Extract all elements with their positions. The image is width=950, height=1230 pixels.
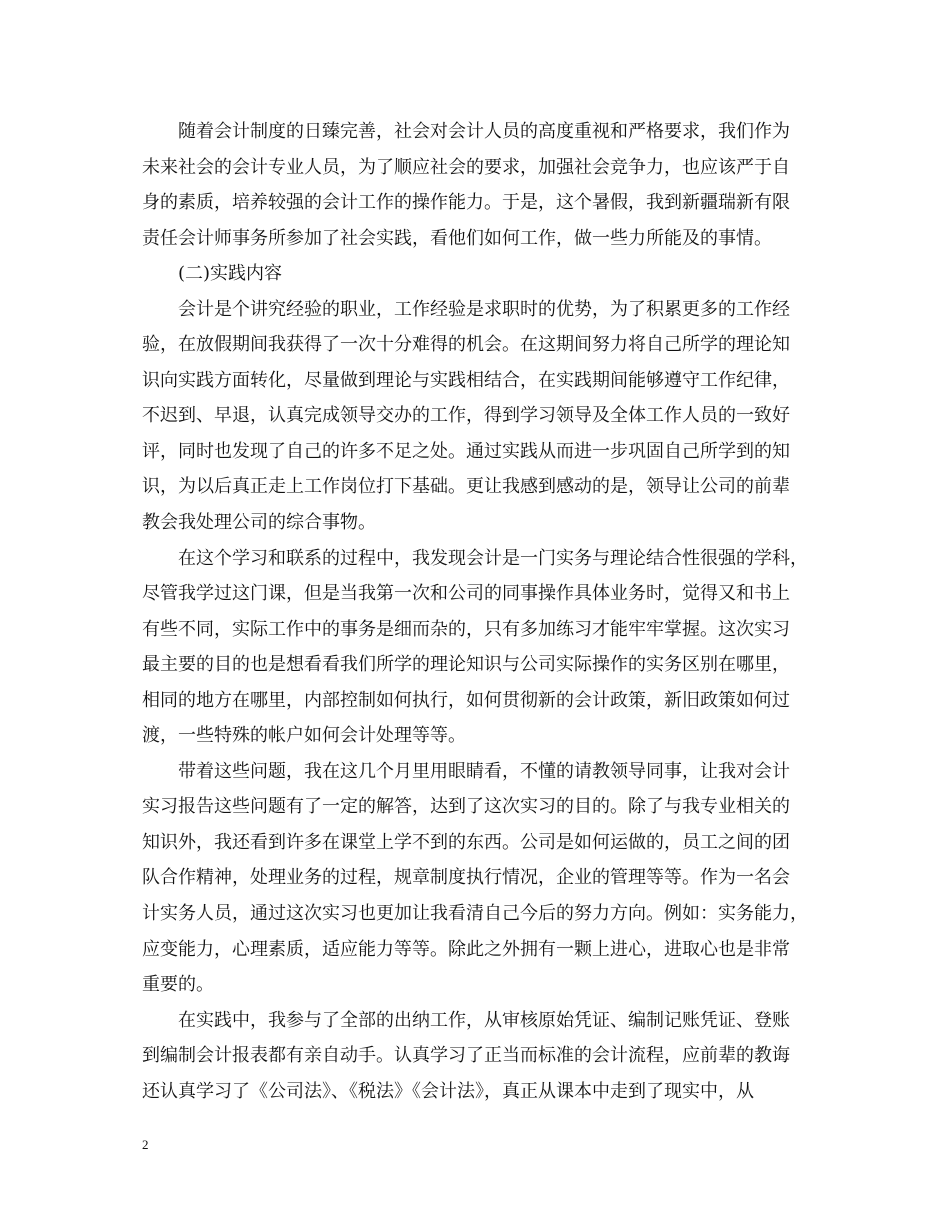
text-line-6: 会计是个讲究经验的职业，工作经验是求职时的优势，为了积累更多的工作经 — [178, 298, 790, 320]
text-line-16: 最主要的目的也是想看看我们所学的理论知识与公司实际操作的实务区别在哪里， — [142, 654, 790, 676]
page-number: 2 — [142, 1137, 149, 1152]
text-line-19: 带着这些问题，我在这几个月里用眼睛看，不懂的请教领导同事，让我对会计 — [178, 760, 790, 782]
text-line-7: 验，在放假期间我获得了一次十分难得的机会。在这期间努力将自己所学的理论知 — [142, 334, 790, 356]
text-line-13: 在这个学习和联系的过程中，我发现会计是一门实务与理论结合性很强的学科， — [178, 547, 808, 569]
text-line-8: 识向实践方面转化，尽量做到理论与实践相结合，在实践期间能够遵守工作纪律， — [142, 369, 790, 391]
text-line-15: 有些不同，实际工作中的事务是细而杂的，只有多加练习才能牢牢掌握。这次实习 — [142, 618, 790, 640]
text-line-1: 随着会计制度的日臻完善，社会对会计人员的高度重视和严格要求，我们作为 — [178, 121, 790, 142]
text-line-12: 教会我处理公司的综合事物。 — [142, 512, 376, 534]
text-line-14: 尽管我学过这门课，但是当我第一次和公司的同事操作具体业务时，觉得又和书上 — [142, 583, 790, 605]
text-line-26: 在实践中，我参与了全部的出纳工作，从审核原始凭证、编制记账凭证、登账 — [178, 1009, 790, 1031]
text-line-21: 知识外，我还看到许多在课堂上学不到的东西。公司是如何运做的，员工之间的团 — [142, 831, 790, 853]
text-line-25: 重要的。 — [142, 974, 214, 996]
section-heading: (二)实践内容 — [178, 263, 283, 285]
text-line-9: 不迟到、早退，认真完成领导交办的工作，得到学习领导及全体工作人员的一致好 — [142, 405, 790, 427]
text-line-11: 识，为以后真正走上工作岗位打下基础。更让我感到感动的是，领导让公司的前辈 — [142, 476, 790, 498]
text-line-2: 未来社会的会计专业人员，为了顺应社会的要求，加强社会竞争力，也应该严于自 — [142, 156, 790, 178]
text-line-20: 实习报告这些问题有了一定的解答，达到了这次实习的目的。除了与我专业相关的 — [142, 796, 790, 818]
text-line-22: 队合作精神，处理业务的过程，规章制度执行情况，企业的管理等等。作为一名会 — [142, 867, 790, 889]
text-line-28: 还认真学习了《公司法》、《税法》《会计法》，真正从课本中走到了现实中，从 — [142, 1080, 754, 1102]
text-line-24: 应变能力，心理素质，适应能力等等。除此之外拥有一颗上进心，进取心也是非常 — [142, 938, 790, 960]
text-line-27: 到编制会计报表都有亲自动手。认真学习了正当而标准的会计流程，应前辈的教诲 — [142, 1045, 790, 1067]
text-line-23: 计实务人员，通过这次实习也更加让我看清自己今后的努力方向。例如：实务能力， — [142, 903, 808, 925]
text-line-10: 评，同时也发现了自己的许多不足之处。通过实践从而进一步巩固自己所学到的知 — [142, 440, 790, 462]
text-line-3: 身的素质，培养较强的会计工作的操作能力。于是，这个暑假，我到新疆瑞新有限 — [142, 192, 790, 214]
document-body — [142, 114, 810, 1109]
text-line-4: 责任会计师事务所参加了社会实践，看他们如何工作，做一些力所能及的事情。 — [142, 227, 772, 249]
text-line-17: 相同的地方在哪里，内部控制如何执行，如何贯彻新的会计政策，新旧政策如何过 — [142, 689, 790, 711]
text-line-18: 渡，一些特殊的帐户如何会计处理等等。 — [142, 725, 466, 747]
